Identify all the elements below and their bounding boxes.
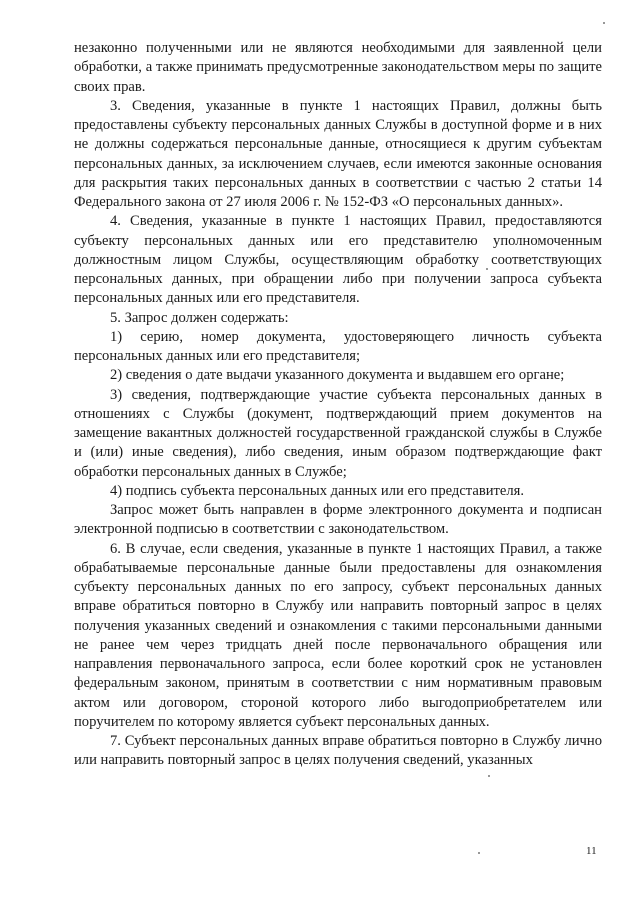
scan-speck [603, 22, 605, 24]
paragraph-5-electronic: Запрос может быть направлен в форме электронного документа и подписан электронной подписью в соответствии с законодательством. [74, 502, 602, 538]
paragraph-5-item-3: 3) сведения, подтверждающие участие субъекта персональных данных в отношениях с Службы (документ, подтверждающий прием документов на замещение вакантных должностей государственной гражданской службы в Службе и (или) иные сведения), либо сведения, иным образом подтверждающие факт обработки персональных данных в Службе; [74, 386, 602, 480]
paragraph-3: 3. Сведения, указанные в пункте 1 настоящих Правил, должны быть предоставлены субъекту персональных данных Службы в доступной форме и в них не должны содержаться персональные данные, относящиеся к другим субъектам персональных данных, за исключением случаев, если имеются законные основания для раскрытия таких персональных данных в соответствии с частью 2 статьи 14 Федерального закона от 27 июля 2006 г. № 152-ФЗ «О персональных данных». [74, 97, 602, 210]
scan-speck [488, 775, 490, 777]
scan-speck [486, 268, 488, 270]
paragraph-5-item-1: 1) серию, номер документа, удостоверяющего личность субъекта персональных данных или его представителя; [74, 328, 602, 364]
scan-speck [478, 852, 480, 854]
paragraph-6: 6. В случае, если сведения, указанные в пункте 1 настоящих Правил, а также обрабатываемые персональные данные были предоставлены для ознакомления субъекту персональных данных по его запросу, субъект персональных данных вправе обратиться повторно в Службу или направить повторный запрос в целях получения указанных сведений и ознакомления с такими персональными данными не ранее чем через тридцать дней после первоначального обращения или направления первоначального запроса, если более короткий срок не установлен федеральным законом, принятым в соответствии с ним нормативным правовым актом или договором, стороной которого либо выгодоприобретателем или поручителем по которому является субъект персональных данных. [74, 540, 602, 730]
paragraph-5: 5. Запрос должен содержать: [110, 309, 289, 326]
paragraph-5-item-4: 4) подпись субъекта персональных данных или его представителя. [110, 482, 525, 499]
paragraph-4: 4. Сведения, указанные в пункте 1 настоящих Правил, предоставляются субъекту персональных данных или его представителю уполномоченным должностным лицом Службы, осуществляющим обработку соответствующих персональных данных, при обращении либо при получении запроса субъекта персональных данных или его представителя. [74, 213, 602, 307]
page-number: 11 [586, 845, 597, 857]
paragraph-5-item-2: 2) сведения о дате выдачи указанного документа и выдавшем его органе; [110, 367, 565, 384]
paragraph-continuation: незаконно полученными или не являются необходимыми для заявленной цели обработки, а также принимать предусмотренные законодательством меры по защите своих прав. [74, 40, 602, 95]
paragraph-7: 7. Субъект персональных данных вправе обратиться повторно в Службу лично или направить повторный запрос в целях получения сведений, указанных [74, 733, 602, 769]
document-body [74, 39, 602, 771]
